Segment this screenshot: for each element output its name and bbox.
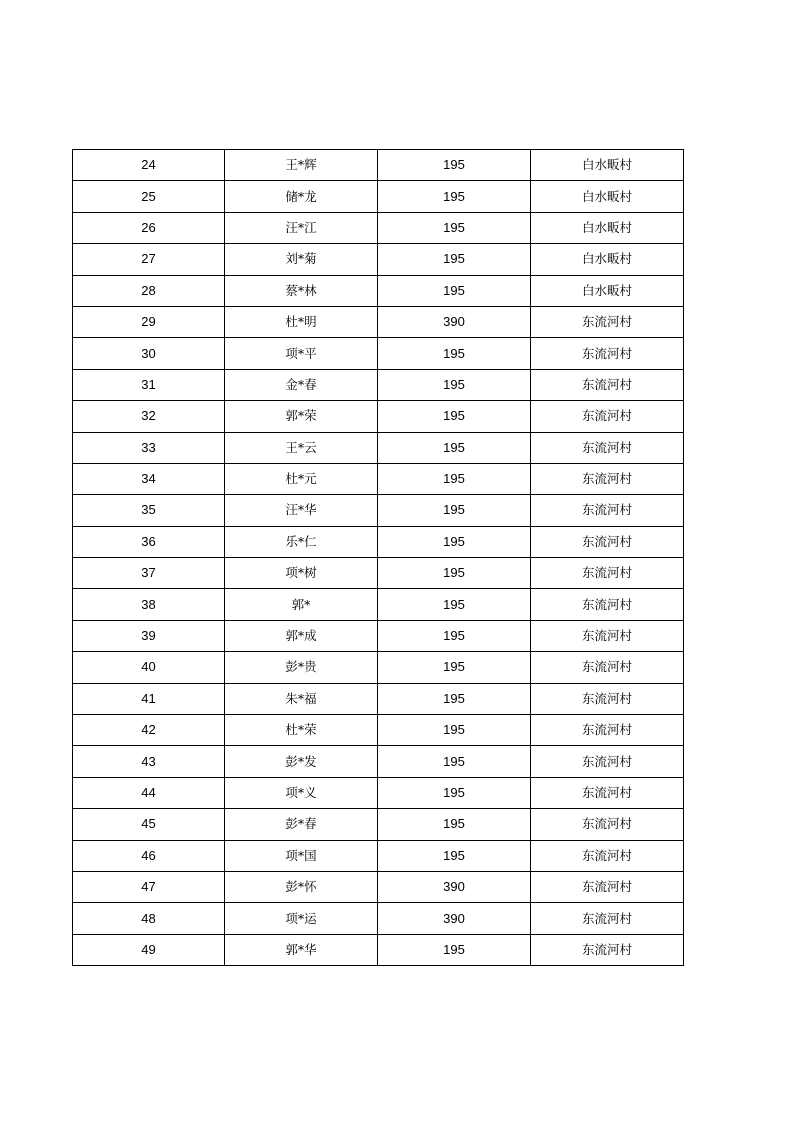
name-cell: 蔡*林 (225, 275, 378, 306)
table-row (73, 777, 684, 808)
table-body (73, 150, 684, 966)
name-cell: 杜*荣 (225, 715, 378, 746)
row-number-cell: 29 (73, 306, 225, 337)
row-number-cell: 26 (73, 212, 225, 243)
village-cell: 东流河村 (531, 871, 684, 902)
table-row (73, 369, 684, 400)
village-cell: 东流河村 (531, 777, 684, 808)
name-cell: 郭*荣 (225, 401, 378, 432)
table-row (73, 463, 684, 494)
table-row (73, 526, 684, 557)
name-cell: 王*云 (225, 432, 378, 463)
amount-cell: 195 (378, 463, 531, 494)
row-number-cell: 25 (73, 181, 225, 212)
village-cell: 东流河村 (531, 369, 684, 400)
row-number-cell: 46 (73, 840, 225, 871)
amount-cell: 195 (378, 715, 531, 746)
village-cell: 东流河村 (531, 934, 684, 965)
amount-cell: 195 (378, 150, 531, 181)
amount-cell: 195 (378, 244, 531, 275)
table-row (73, 715, 684, 746)
row-number-cell: 47 (73, 871, 225, 902)
name-cell: 乐*仁 (225, 526, 378, 557)
data-table (72, 149, 684, 966)
village-cell: 东流河村 (531, 338, 684, 369)
name-cell: 金*春 (225, 369, 378, 400)
row-number-cell: 40 (73, 652, 225, 683)
name-cell: 朱*福 (225, 683, 378, 714)
name-cell: 项*树 (225, 558, 378, 589)
table-row (73, 840, 684, 871)
village-cell: 东流河村 (531, 746, 684, 777)
name-cell: 汪*华 (225, 495, 378, 526)
name-cell: 郭*华 (225, 934, 378, 965)
village-cell: 东流河村 (531, 683, 684, 714)
table-row (73, 903, 684, 934)
table-row (73, 746, 684, 777)
amount-cell: 195 (378, 338, 531, 369)
village-cell: 东流河村 (531, 620, 684, 651)
row-number-cell: 45 (73, 809, 225, 840)
village-cell: 东流河村 (531, 401, 684, 432)
amount-cell: 195 (378, 495, 531, 526)
village-cell: 白水畈村 (531, 275, 684, 306)
row-number-cell: 36 (73, 526, 225, 557)
village-cell: 东流河村 (531, 652, 684, 683)
amount-cell: 390 (378, 306, 531, 337)
name-cell: 项*义 (225, 777, 378, 808)
table-row (73, 652, 684, 683)
table-row (73, 306, 684, 337)
table-row (73, 338, 684, 369)
name-cell: 彭*怀 (225, 871, 378, 902)
amount-cell: 195 (378, 558, 531, 589)
row-number-cell: 38 (73, 589, 225, 620)
row-number-cell: 34 (73, 463, 225, 494)
amount-cell: 195 (378, 777, 531, 808)
amount-cell: 195 (378, 181, 531, 212)
name-cell: 王*辉 (225, 150, 378, 181)
name-cell: 郭*成 (225, 620, 378, 651)
village-cell: 白水畈村 (531, 244, 684, 275)
row-number-cell: 30 (73, 338, 225, 369)
table-row (73, 212, 684, 243)
table-row (73, 244, 684, 275)
amount-cell: 195 (378, 652, 531, 683)
row-number-cell: 49 (73, 934, 225, 965)
village-cell: 东流河村 (531, 809, 684, 840)
row-number-cell: 24 (73, 150, 225, 181)
village-cell: 东流河村 (531, 840, 684, 871)
name-cell: 项*国 (225, 840, 378, 871)
name-cell: 彭*贵 (225, 652, 378, 683)
row-number-cell: 33 (73, 432, 225, 463)
table-row (73, 809, 684, 840)
table-row (73, 275, 684, 306)
village-cell: 白水畈村 (531, 181, 684, 212)
village-cell: 东流河村 (531, 306, 684, 337)
amount-cell: 195 (378, 401, 531, 432)
amount-cell: 195 (378, 589, 531, 620)
amount-cell: 195 (378, 934, 531, 965)
table-row (73, 620, 684, 651)
amount-cell: 390 (378, 871, 531, 902)
amount-cell: 195 (378, 746, 531, 777)
table-row (73, 558, 684, 589)
row-number-cell: 32 (73, 401, 225, 432)
row-number-cell: 44 (73, 777, 225, 808)
amount-cell: 390 (378, 903, 531, 934)
table-row (73, 871, 684, 902)
table-row (73, 150, 684, 181)
village-cell: 白水畈村 (531, 212, 684, 243)
table-row (73, 432, 684, 463)
amount-cell: 195 (378, 432, 531, 463)
village-cell: 东流河村 (531, 432, 684, 463)
row-number-cell: 37 (73, 558, 225, 589)
amount-cell: 195 (378, 369, 531, 400)
table-row (73, 495, 684, 526)
row-number-cell: 48 (73, 903, 225, 934)
table-row (73, 589, 684, 620)
name-cell: 项*平 (225, 338, 378, 369)
name-cell: 彭*春 (225, 809, 378, 840)
row-number-cell: 28 (73, 275, 225, 306)
amount-cell: 195 (378, 620, 531, 651)
amount-cell: 195 (378, 212, 531, 243)
name-cell: 项*运 (225, 903, 378, 934)
name-cell: 汪*江 (225, 212, 378, 243)
village-cell: 东流河村 (531, 558, 684, 589)
table-row (73, 181, 684, 212)
row-number-cell: 27 (73, 244, 225, 275)
amount-cell: 195 (378, 683, 531, 714)
name-cell: 储*龙 (225, 181, 378, 212)
village-cell: 东流河村 (531, 589, 684, 620)
village-cell: 东流河村 (531, 495, 684, 526)
name-cell: 刘*菊 (225, 244, 378, 275)
name-cell: 郭* (225, 589, 378, 620)
village-cell: 东流河村 (531, 715, 684, 746)
name-cell: 杜*元 (225, 463, 378, 494)
name-cell: 彭*发 (225, 746, 378, 777)
amount-cell: 195 (378, 526, 531, 557)
row-number-cell: 35 (73, 495, 225, 526)
row-number-cell: 31 (73, 369, 225, 400)
amount-cell: 195 (378, 840, 531, 871)
row-number-cell: 43 (73, 746, 225, 777)
table-row (73, 934, 684, 965)
amount-cell: 195 (378, 275, 531, 306)
table-row (73, 401, 684, 432)
village-cell: 东流河村 (531, 463, 684, 494)
row-number-cell: 41 (73, 683, 225, 714)
village-cell: 东流河村 (531, 903, 684, 934)
name-cell: 杜*明 (225, 306, 378, 337)
table-row (73, 683, 684, 714)
amount-cell: 195 (378, 809, 531, 840)
village-cell: 东流河村 (531, 526, 684, 557)
row-number-cell: 42 (73, 715, 225, 746)
village-cell: 白水畈村 (531, 150, 684, 181)
row-number-cell: 39 (73, 620, 225, 651)
